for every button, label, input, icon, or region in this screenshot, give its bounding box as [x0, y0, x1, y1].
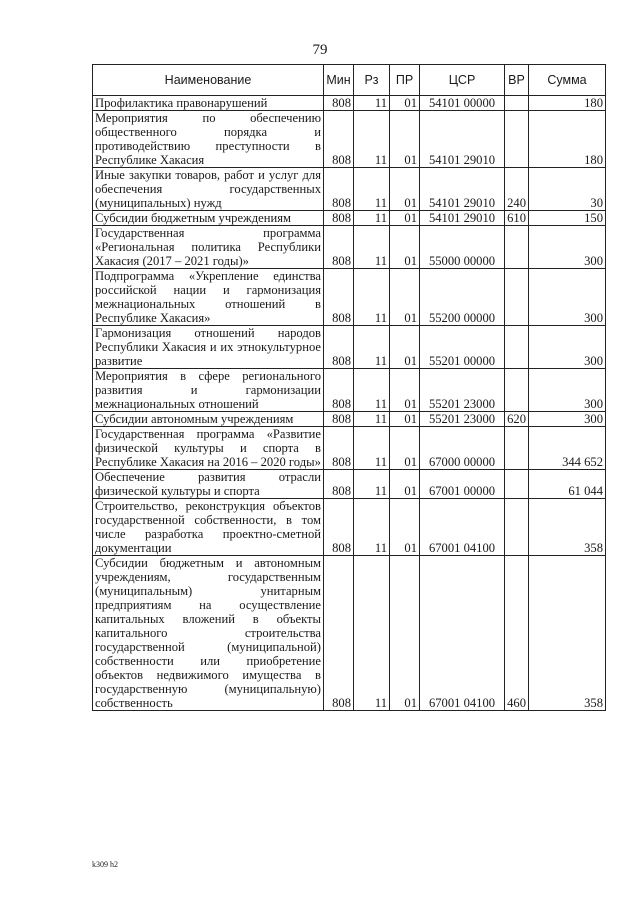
cell-csr: 55201 23000	[420, 412, 505, 427]
cell-sum: 300	[529, 412, 606, 427]
table-row	[93, 427, 606, 470]
cell-name: Субсидии бюджетным учреждениям	[93, 211, 324, 226]
cell-min: 808	[324, 470, 354, 499]
cell-rz: 11	[354, 111, 390, 168]
cell-name: Обеспечение развития отрасли физической культуры и спорта	[93, 470, 324, 499]
cell-rz: 11	[354, 168, 390, 211]
table-row	[93, 168, 606, 211]
cell-min: 808	[324, 269, 354, 326]
table-row	[93, 226, 606, 269]
cell-name: Подпрограмма «Укрепление единства российской нации и гармонизация межнациональных отношений в Республике Хакасия»	[93, 269, 324, 326]
cell-pr: 01	[390, 369, 420, 412]
cell-min: 808	[324, 111, 354, 168]
cell-csr: 55000 00000	[420, 226, 505, 269]
cell-sum: 358	[529, 499, 606, 556]
cell-sum: 300	[529, 369, 606, 412]
cell-vr	[505, 96, 529, 111]
table-row	[93, 412, 606, 427]
cell-min: 808	[324, 412, 354, 427]
cell-sum: 30	[529, 168, 606, 211]
cell-min: 808	[324, 226, 354, 269]
cell-csr: 55201 23000	[420, 369, 505, 412]
header-csr: ЦСР	[420, 65, 505, 96]
header-vr: ВР	[505, 65, 529, 96]
table-row	[93, 499, 606, 556]
cell-vr: 610	[505, 211, 529, 226]
cell-name: Мероприятия в сфере регионального развития и гармонизации межнациональных отношений	[93, 369, 324, 412]
cell-csr: 67000 00000	[420, 427, 505, 470]
cell-vr: 460	[505, 556, 529, 711]
cell-name: Иные закупки товаров, работ и услуг для обеспечения государственных (муниципальных) нужд	[93, 168, 324, 211]
cell-vr	[505, 226, 529, 269]
cell-rz: 11	[354, 269, 390, 326]
cell-sum: 150	[529, 211, 606, 226]
cell-name: Государственная программа «Региональная политика Республики Хакасия (2017 – 2021 годы)»	[93, 226, 324, 269]
cell-name: Субсидии бюджетным и автономным учреждениям, государственным (муниципальным) унитарным предприятиям на осуществление капитальных вложений в объекты капитального строительства государственной (муниципальной) собственности или приобретение объектов недвижимого имущества в государственную (муниципальную) собственность	[93, 556, 324, 711]
cell-rz: 11	[354, 499, 390, 556]
cell-vr	[505, 326, 529, 369]
cell-pr: 01	[390, 556, 420, 711]
table-row	[93, 326, 606, 369]
cell-vr	[505, 269, 529, 326]
header-min: Мин	[324, 65, 354, 96]
cell-pr: 01	[390, 111, 420, 168]
cell-pr: 01	[390, 226, 420, 269]
cell-sum: 344 652	[529, 427, 606, 470]
cell-pr: 01	[390, 412, 420, 427]
cell-sum: 61 044	[529, 470, 606, 499]
cell-sum: 300	[529, 226, 606, 269]
cell-pr: 01	[390, 211, 420, 226]
table-row	[93, 269, 606, 326]
cell-vr: 240	[505, 168, 529, 211]
cell-pr: 01	[390, 470, 420, 499]
cell-csr: 67001 04100	[420, 499, 505, 556]
table-row	[93, 96, 606, 111]
table-row	[93, 470, 606, 499]
cell-vr	[505, 427, 529, 470]
cell-csr: 54101 00000	[420, 96, 505, 111]
cell-vr	[505, 369, 529, 412]
cell-csr: 54101 29010	[420, 111, 505, 168]
cell-csr: 54101 29010	[420, 168, 505, 211]
header-rz: Рз	[354, 65, 390, 96]
cell-rz: 11	[354, 427, 390, 470]
cell-csr: 54101 29010	[420, 211, 505, 226]
cell-rz: 11	[354, 326, 390, 369]
cell-pr: 01	[390, 427, 420, 470]
cell-pr: 01	[390, 499, 420, 556]
cell-csr: 55200 00000	[420, 269, 505, 326]
cell-csr: 55201 00000	[420, 326, 505, 369]
cell-vr: 620	[505, 412, 529, 427]
cell-rz: 11	[354, 96, 390, 111]
cell-vr	[505, 111, 529, 168]
header-pr: ПР	[390, 65, 420, 96]
cell-vr	[505, 470, 529, 499]
cell-min: 808	[324, 427, 354, 470]
footer-code: k309 h2	[92, 860, 118, 869]
cell-min: 808	[324, 96, 354, 111]
cell-min: 808	[324, 168, 354, 211]
cell-vr	[505, 499, 529, 556]
budget-table	[92, 64, 606, 711]
cell-sum: 180	[529, 96, 606, 111]
cell-csr: 67001 04100	[420, 556, 505, 711]
cell-min: 808	[324, 556, 354, 711]
table-header-row	[93, 65, 606, 96]
table-row	[93, 211, 606, 226]
cell-min: 808	[324, 499, 354, 556]
cell-name: Мероприятия по обеспечению общественного порядка и противодействию преступности в Республике Хакасия	[93, 111, 324, 168]
cell-pr: 01	[390, 96, 420, 111]
cell-sum: 180	[529, 111, 606, 168]
cell-min: 808	[324, 211, 354, 226]
cell-sum: 300	[529, 269, 606, 326]
cell-rz: 11	[354, 369, 390, 412]
table-row	[93, 111, 606, 168]
page-number: 79	[312, 42, 328, 58]
cell-csr: 67001 00000	[420, 470, 505, 499]
cell-sum: 358	[529, 556, 606, 711]
cell-sum: 300	[529, 326, 606, 369]
cell-min: 808	[324, 326, 354, 369]
cell-name: Профилактика правонарушений	[93, 96, 324, 111]
cell-min: 808	[324, 369, 354, 412]
header-sum: Сумма	[529, 65, 606, 96]
cell-name: Субсидии автономным учреждениям	[93, 412, 324, 427]
cell-pr: 01	[390, 269, 420, 326]
cell-pr: 01	[390, 326, 420, 369]
cell-rz: 11	[354, 226, 390, 269]
cell-rz: 11	[354, 470, 390, 499]
cell-rz: 11	[354, 412, 390, 427]
cell-rz: 11	[354, 556, 390, 711]
header-name: Наименование	[93, 65, 324, 96]
cell-name: Государственная программа «Развитие физической культуры и спорта в Республике Хакасия на 2016 – 2020 годы»	[93, 427, 324, 470]
cell-pr: 01	[390, 168, 420, 211]
table-row	[93, 369, 606, 412]
cell-rz: 11	[354, 211, 390, 226]
cell-name: Гармонизация отношений народов Республики Хакасия и их этнокультурное развитие	[93, 326, 324, 369]
cell-name: Строительство, реконструкция объектов государственной собственности, в том числе разработка проектно-сметной документации	[93, 499, 324, 556]
table-row	[93, 556, 606, 711]
